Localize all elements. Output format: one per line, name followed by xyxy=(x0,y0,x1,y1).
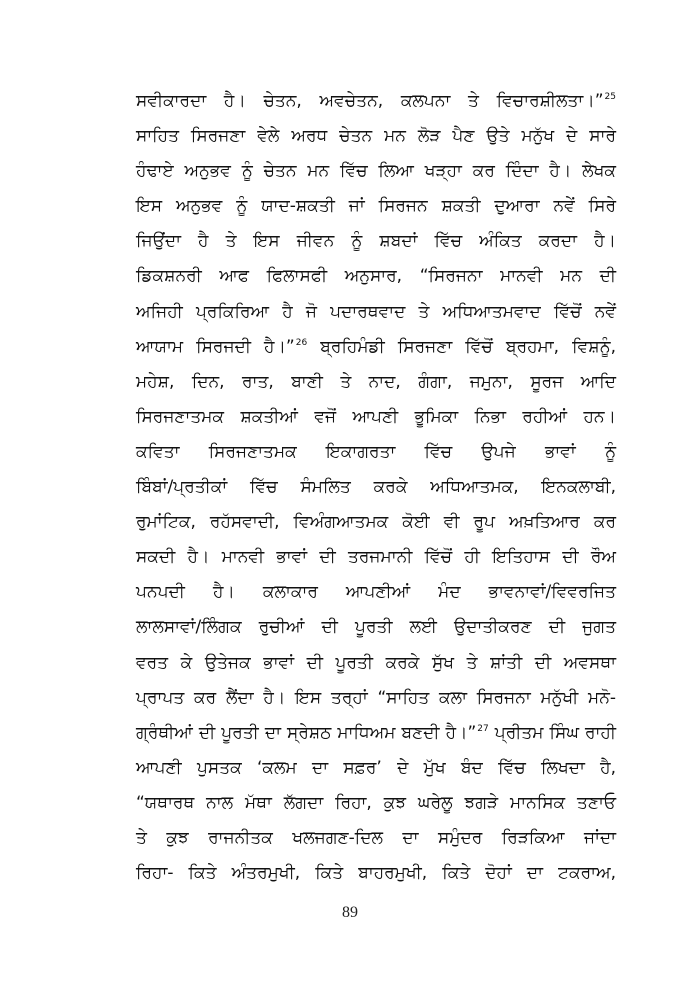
text-line: ਤੇ ਕੁਝ ਰਾਜਨੀਤਕ ਖਲਜਗਣ-ਦਿਲ ਦਾ ਸਮੁੰਦਰ ਰਿੜਕਿਆ ਜਾਂਦਾ xyxy=(136,827,616,848)
text-line: ਮਹੇਸ਼, ਦਿਨ, ਰਾਤ, ਬਾਣੀ ਤੇ ਨਾਦ, ਗੰਗਾ, ਜਮੁਨਾ, ਸੂਰਜ ਆਦਿ xyxy=(136,371,616,392)
text-line xyxy=(136,84,616,119)
footnote-marker: 27 xyxy=(477,723,489,734)
text-line: ਅਜਿਹੀ ਪ੍ਰਕਿਰਿਆ ਹੈ ਜੋ ਪਦਾਰਥਵਾਦ ਤੇ ਅਧਿਆਤਮਵਾਦ ਵਿੱਚੋਂ ਨਵੇਂ xyxy=(136,301,616,322)
text-line: ਰਿਹਾ- ਕਿਤੇ ਅੰਤਰਮੁਖੀ, ਕਿਤੇ ਬਾਹਰਮੁਖੀ, ਕਿਤੇ ਦੋਹਾਂ ਦਾ ਟਕਰਾਅ, xyxy=(136,863,616,884)
text-line: ਡਿਕਸ਼ਨਰੀ ਆਫ ਫਿਲਾਸਫੀ ਅਨੁਸਾਰ, “ਸਿਰਜਨਾ ਮਾਨਵੀ ਮਨ ਦੀ xyxy=(136,266,616,287)
text-line: ਲਾਲਸਾਵਾਂ/ਲਿੰਗਕ ਰੁਚੀਆਂ ਦੀ ਪੂਰਤੀ ਲਈ ਉਦਾਤੀਕਰਣ ਦੀ ਜੁਗਤ xyxy=(136,617,616,638)
text-line: ਪ੍ਰਾਪਤ ਕਰ ਲੈਂਦਾ ਹੈ। ਇਸ ਤਰ੍ਹਾਂ “ਸਾਹਿਤ ਕਲਾ ਸਿਰਜਨਾ ਮਨੁੱਖੀ ਮਨੋ- xyxy=(136,687,616,708)
text-line: “ਯਥਾਰਥ ਨਾਲ ਮੱਥਾ ਲੱਗਦਾ ਰਿਹਾ, ਕੁਝ ਘਰੇਲੂ ਝਗੜੇ ਮਾਨਸਿਕ ਤਣਾਓ xyxy=(136,792,616,813)
line-text: ਪ੍ਰੀਤਮ ਸਿੰਘ ਰਾਹੀ xyxy=(488,722,616,743)
footnote-marker: 25 xyxy=(604,92,616,102)
footnote-marker: 26 xyxy=(295,337,308,348)
text-line: ਬਿੰਬਾਂ/ਪ੍ਰਤੀਕਾਂ ਵਿੱਚ ਸੰਮਲਿਤ ਕਰਕੇ ਅਧਿਆਤਮਕ, ਇਨਕਲਾਬੀ, xyxy=(136,477,616,498)
line-text: ਆਯਾਮ ਸਿਰਜਦੀ ਹੈ।” xyxy=(136,336,295,357)
text-line: ਹੰਢਾਏ ਅਨੁਭਵ ਨੂੰ ਚੇਤਨ ਮਨ ਵਿੱਚ ਲਿਆ ਖੜ੍ਹਾ ਕਰ ਦਿੰਦਾ ਹੈ। ਲੇਖਕ xyxy=(136,161,616,182)
page-number: 89 xyxy=(342,904,358,921)
text-line: ਰੁਮਾਂਟਿਕ, ਰਹੱਸਵਾਦੀ, ਵਿਅੰਗਆਤਮਕ ਕੋਈ ਵੀ ਰੂਪ ਅਖ਼ਤਿਆਰ ਕਰ xyxy=(136,512,616,533)
line-text: ਗ੍ਰੰਥੀਆਂ ਦੀ ਪੂਰਤੀ ਦਾ ਸ੍ਰੇਸ਼ਠ ਮਾਧਿਅਮ ਬਣਦੀ ਹੈ।” xyxy=(136,722,477,743)
text-line: ਸਕਦੀ ਹੈ। ਮਾਨਵੀ ਭਾਵਾਂ ਦੀ ਤਰਜਮਾਨੀ ਵਿੱਚੋਂ ਹੀ ਇਤਿਹਾਸ ਦੀ ਰੌਅ xyxy=(136,547,616,568)
text-line: ਪਨਪਦੀ ਹੈ। ਕਲਾਕਾਰ ਆਪਣੀਆਂ ਮੰਦ ਭਾਵਨਾਵਾਂ/ਵਿਵਰਜਿਤ xyxy=(136,582,616,603)
line-text: ਬ੍ਰਹਿਮੰਡੀ ਸਿਰਜਣਾ ਵਿੱਚੋਂ ਬ੍ਰਹਮਾ, ਵਿਸ਼ਨੂੰ, xyxy=(307,336,616,357)
body-text xyxy=(136,84,616,891)
text-line: ਜਿਉਂਦਾ ਹੈ ਤੇ ਇਸ ਜੀਵਨ ਨੂੰ ਸ਼ਬਦਾਂ ਵਿੱਚ ਅੰਕਿਤ ਕਰਦਾ ਹੈ। xyxy=(136,231,616,252)
text-line: ਕਵਿਤਾ ਸਿਰਜਣਾਤਮਕ ਇਕਾਗਰਤਾ ਵਿੱਚ ਉਪਜੇ ਭਾਵਾਂ ਨੂੰ xyxy=(136,441,616,462)
text-line xyxy=(136,716,616,751)
text-line: ਵਰਤ ਕੇ ਉਤੇਜਕ ਭਾਵਾਂ ਦੀ ਪੂਰਤੀ ਕਰਕੇ ਸੁੱਖ ਤੇ ਸ਼ਾਂਤੀ ਦੀ ਅਵਸਥਾ xyxy=(136,652,616,673)
text-line: ਸਾਹਿਤ ਸਿਰਜਣਾ ਵੇਲੇ ਅਰਧ ਚੇਤਨ ਮਨ ਲੋੜ ਪੈਣ ਉਤੇ ਮਨੁੱਖ ਦੇ ਸਾਰੇ xyxy=(136,126,616,147)
line-text: ਸਵੀਕਾਰਦਾ ਹੈ। ਚੇਤਨ, ਅਵਚੇਤਨ, ਕਲਪਨਾ ਤੇ ਵਿਚਾਰਸ਼ੀਲਤਾ।” xyxy=(136,91,604,111)
text-line: ਆਪਣੀ ਪੁਸਤਕ ‘ਕਲਮ ਦਾ ਸਫ਼ਰ’ ਦੇ ਮੁੱਖ ਬੰਦ ਵਿੱਚ ਲਿਖਦਾ ਹੈ, xyxy=(136,757,616,778)
text-line: ਸਿਰਜਣਾਤਮਕ ਸ਼ਕਤੀਆਂ ਵਜੋਂ ਆਪਣੀ ਭੂਮਿਕਾ ਨਿਭਾ ਰਹੀਆਂ ਹਨ। xyxy=(136,406,616,427)
text-line: ਇਸ ਅਨੁਭਵ ਨੂੰ ਯਾਦ-ਸ਼ਕਤੀ ਜਾਂ ਸਿਰਜਨ ਸ਼ਕਤੀ ਦੁਆਰਾ ਨਵੇਂ ਸਿਰੇ xyxy=(136,196,616,217)
text-line xyxy=(136,330,616,365)
